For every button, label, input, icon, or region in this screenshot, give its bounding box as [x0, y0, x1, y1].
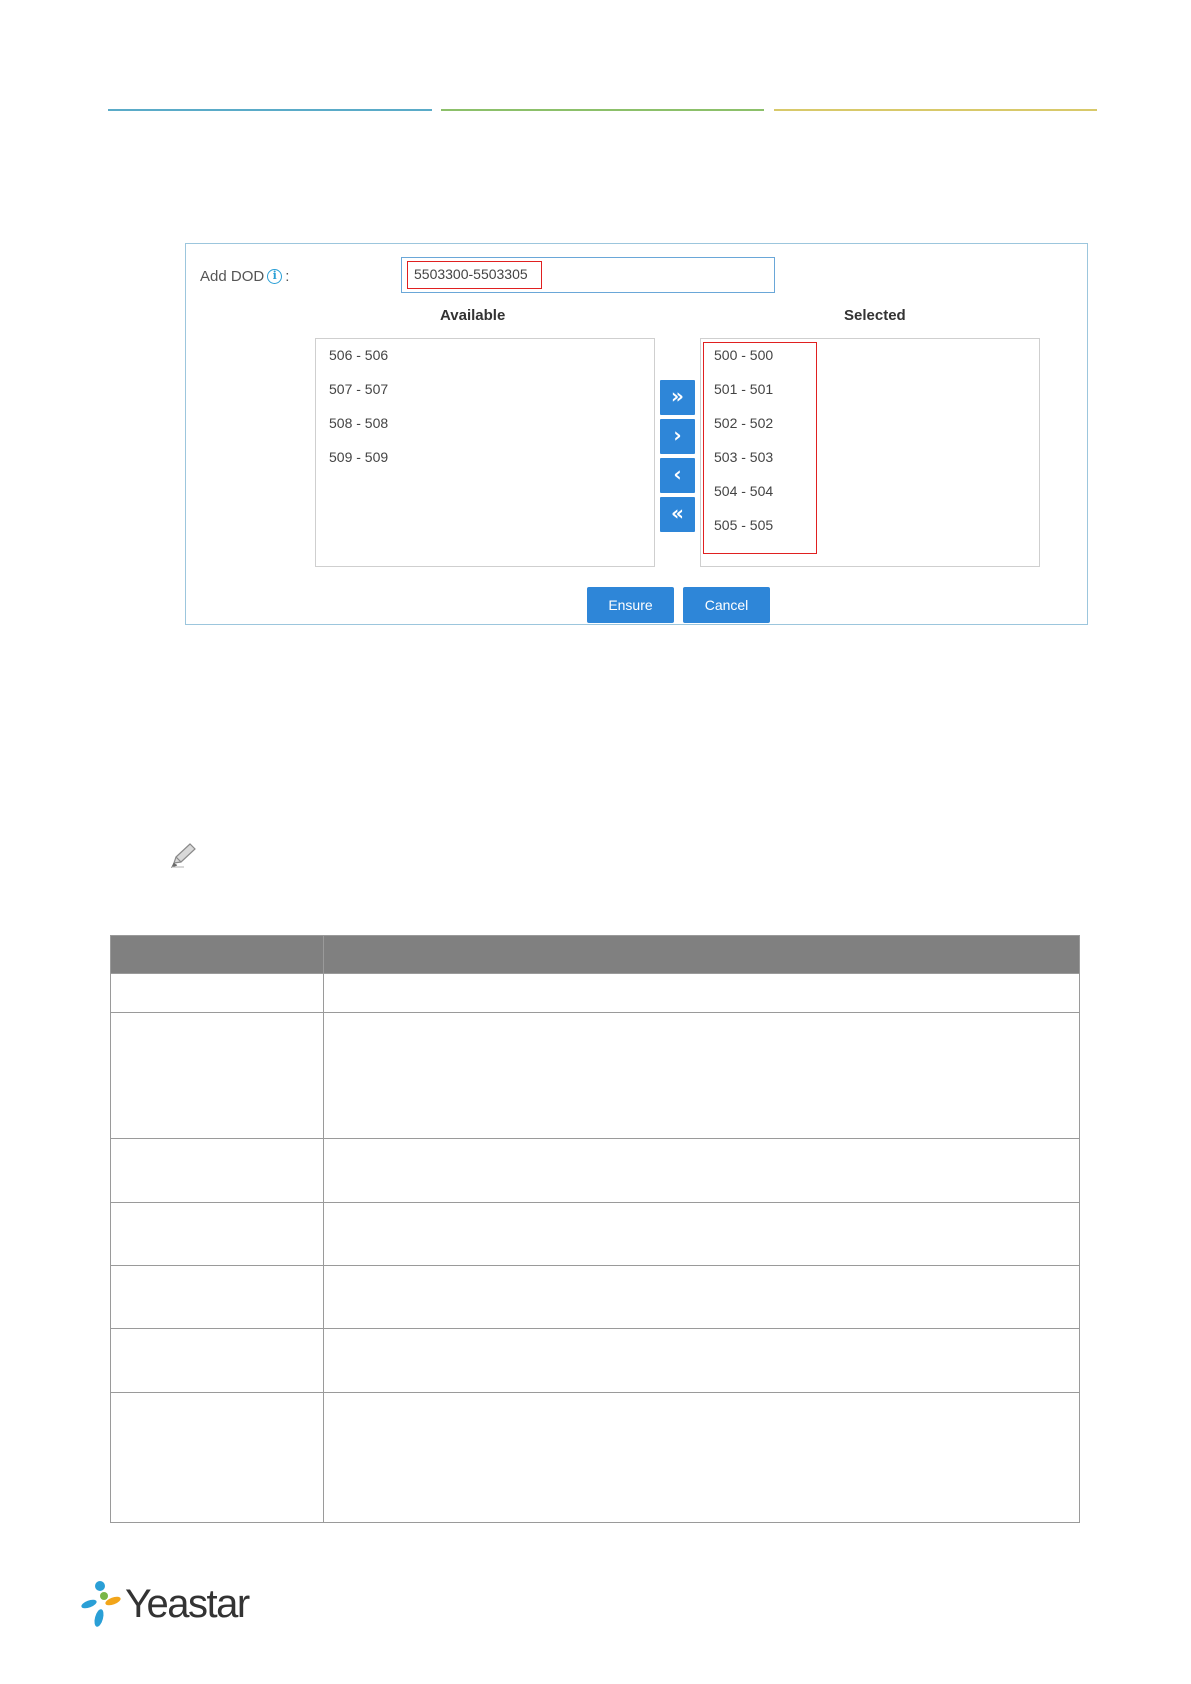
list-item[interactable]: 507 - 507	[329, 381, 389, 397]
ensure-button[interactable]: Ensure	[587, 587, 674, 623]
table-row	[111, 1138, 1079, 1139]
add-dod-dialog	[185, 243, 1088, 625]
add-dod-label: Add DOD	[200, 268, 265, 285]
selected-title: Selected	[844, 307, 906, 324]
cancel-button[interactable]: Cancel	[683, 587, 770, 623]
move-all-left-button[interactable]: «	[660, 497, 695, 532]
list-item[interactable]: 500 - 500	[714, 347, 774, 363]
yeastar-logo	[80, 1580, 250, 1632]
header-line-green	[441, 109, 764, 111]
list-item[interactable]: 505 - 505	[714, 517, 774, 533]
table-row	[111, 973, 1079, 974]
available-list[interactable]	[315, 338, 655, 567]
parameter-table	[110, 935, 1080, 1523]
table-column-divider	[323, 936, 324, 1522]
table-row	[111, 1328, 1079, 1329]
move-all-right-button[interactable]: »	[660, 380, 695, 415]
header-line-blue	[108, 109, 432, 111]
table-row	[111, 1012, 1079, 1013]
list-item[interactable]: 504 - 504	[714, 483, 774, 499]
yeastar-logo-icon	[80, 1580, 126, 1632]
table-row	[111, 1202, 1079, 1203]
list-item[interactable]: 501 - 501	[714, 381, 774, 397]
list-item[interactable]: 502 - 502	[714, 415, 774, 431]
table-row	[111, 1265, 1079, 1266]
pencil-icon	[170, 842, 198, 868]
list-item[interactable]: 503 - 503	[714, 449, 774, 465]
dod-input[interactable]	[401, 257, 775, 293]
logo-text: Yeastar	[125, 1582, 249, 1626]
header-line-yellow	[774, 109, 1097, 111]
add-dod-label-group	[200, 268, 289, 285]
label-colon: :	[285, 268, 290, 285]
list-item[interactable]: 509 - 509	[329, 449, 389, 465]
table-header	[111, 936, 1079, 974]
table-row	[111, 1392, 1079, 1393]
dod-value: 5503300-5503305	[407, 261, 542, 289]
available-title: Available	[440, 307, 506, 324]
move-right-button[interactable]: ›	[660, 419, 695, 454]
selected-list[interactable]	[700, 338, 1040, 567]
info-icon[interactable]: i	[267, 269, 282, 284]
move-left-button[interactable]: ‹	[660, 458, 695, 493]
list-item[interactable]: 508 - 508	[329, 415, 389, 431]
list-item[interactable]: 506 - 506	[329, 347, 389, 363]
